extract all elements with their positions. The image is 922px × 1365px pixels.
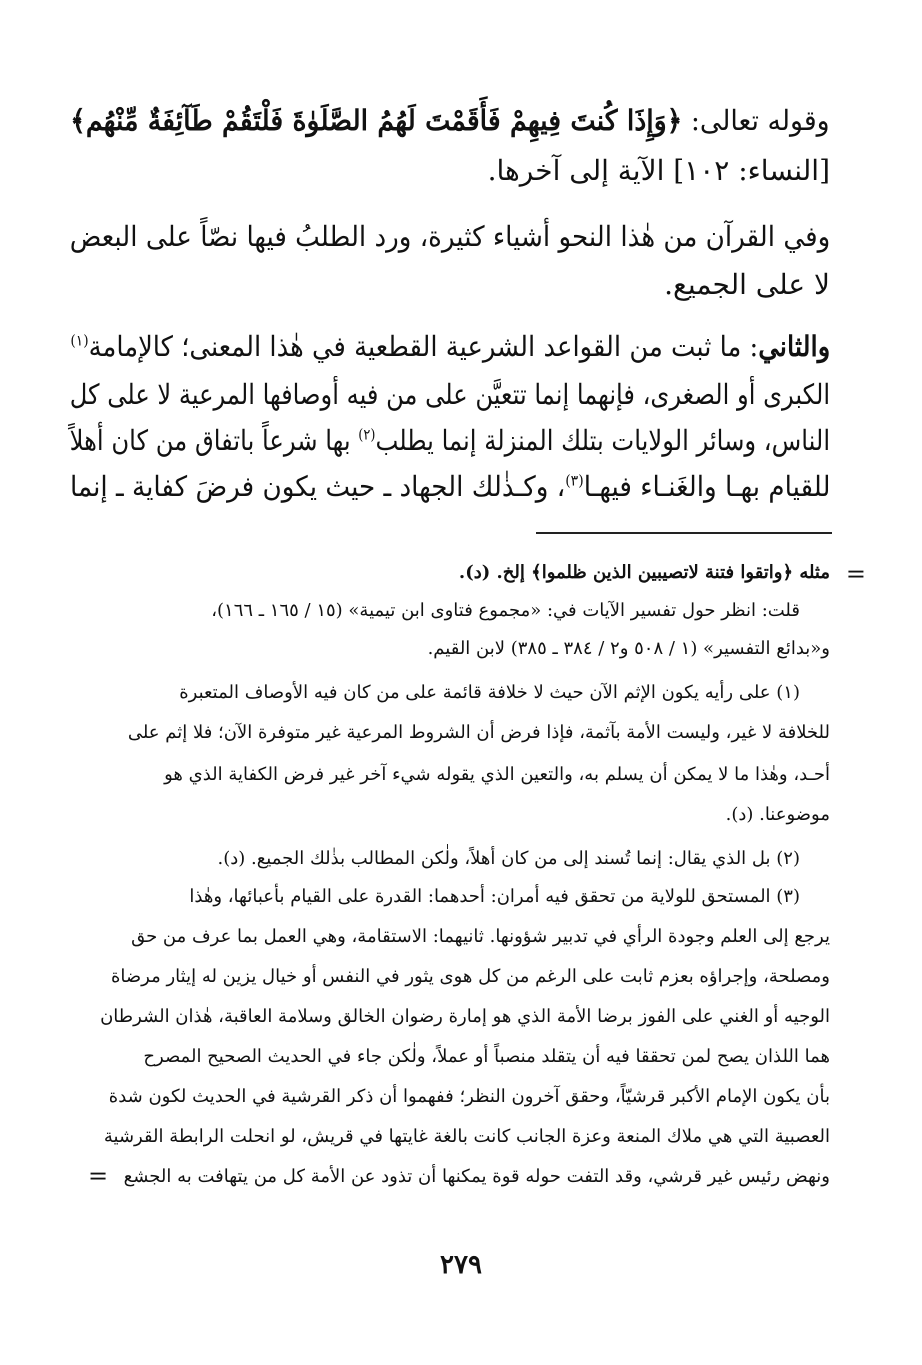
para3-line3-text-b: بها شرعاً باتفاق من كان أهلاً xyxy=(69,424,359,457)
quran-intro-text: وقوله تعالى: xyxy=(682,104,830,137)
footnote-qult-line-2: و«بدائع التفسير» (١ / ٥٠٨ و٢ / ٣٨٤ ـ ٣٨٥) لابن القيم. xyxy=(427,638,830,659)
page-number: ٢٧٩ xyxy=(440,1250,482,1280)
footnote-3-line-8: ونهض رئيس غير قرشي، وقد التفت حوله قوة يمكنها أن تذود عن الأمة كل من يتهافت به الجشع xyxy=(123,1166,830,1187)
main-line-1 xyxy=(71,104,830,137)
section-lead-word: والثاني xyxy=(758,330,830,363)
main-para3-line-4 xyxy=(70,470,830,503)
continuation-marker-bottom: = xyxy=(88,1162,109,1190)
main-para2-line-1: وفي القرآن من هٰذا النحو أشياء كثيرة، ورد الطلبُ فيها نصّاً على البعض xyxy=(69,220,830,253)
para3-line4-text-b: ، وكـذٰلك الجهاد ـ حيث يكون فرضَ كفاية ـ إنما xyxy=(69,470,565,503)
continuation-marker-top: = xyxy=(845,560,866,588)
footnote-separator xyxy=(536,532,832,534)
footnote-ref-2: (٢) xyxy=(358,425,376,444)
footnote-qult-line-1: قلت: انظر حول تفسير الآيات في: «مجموع فتاوى ابن تيمية» (١٥ / ١٦٥ ـ ١٦٦)، xyxy=(211,600,800,621)
footnote-3-line-3: ومصلحة، وإجراؤه بعزم ثابت على الرغم من كل هوى يثور في النفس أو خيال يزين له إيثار مرضاة xyxy=(110,966,830,987)
footnote-1-line-3: أحـد، وهٰذا ما لا يمكن أن يسلم به، والتعين الذي يقوله شيء آخر غير فرض الكفاية الذي هو xyxy=(164,764,830,785)
footnote-ref-1: (١) xyxy=(70,331,89,350)
footnote-1-line-1: (١) على رأيه يكون الإثم الآن حيث لا خلافة قائمة على من كان فيه الأوصاف المتعبرة xyxy=(179,682,800,703)
footnote-1-line-4: موضوعنا. (د). xyxy=(725,804,830,825)
footnote-2-line-1: (٢) بل الذي يقال: إنما تُسند إلى من كان أهلاً، ولٰكن المطالب بذٰلك الجميع. (د). xyxy=(217,848,800,869)
para3-line1-text: : ما ثبت من القواعد الشرعية القطعية في هٰذا المعنى؛ كالإمامة xyxy=(88,330,759,363)
para3-line4-text-a: للقيام بهـا والغَنـاء فيهـا xyxy=(583,470,830,503)
footnote-ref-3: (٣) xyxy=(564,471,584,490)
quran-verse: ﴿وَإِذَا كُنتَ فِيهِمْ فَأَقَمْتَ لَهُمُ الصَّلَوٰةَ فَلْتَقُمْ طَآئِفَةٌ مِّنْهُم﴾ xyxy=(70,104,683,137)
footnote-3-line-5: هما اللذان يصح لمن تحققا فيه أن يتقلد منصباً أو عملاً، ولٰكن جاء في الحديث الصحيح المصرح xyxy=(143,1046,830,1067)
main-para3-line-1 xyxy=(70,330,830,363)
main-para3-line-3 xyxy=(70,424,830,457)
footnote-3-line-7: العصبية التي هي ملاك المنعة وعزة الجانب كانت بالغة غايتها في قريش، لو انحلت الرابطة القرشية xyxy=(103,1126,830,1147)
footnote-1-line-2: للخلافة لا غير، وليست الأمة بآثمة، فإذا فرض أن الشروط المرعية غير متوفرة الآن؛ فلا إثم على xyxy=(127,722,830,743)
para3-line3-text-a: الناس، وسائر الولايات بتلك المنزلة إنما يطلب xyxy=(375,424,830,457)
footnote-3-line-2: يرجع إلى العلم وجودة الرأي في تدبير شؤونها. ثانيهما: الاستقامة، وهي العمل بما عرف من حق xyxy=(131,926,830,947)
main-para3-line-2: الكبرى أو الصغرى، فإنهما إنما تتعيَّن على من فيه أوصافها المرعية لا على كل xyxy=(69,378,830,411)
main-line-2: [النساء: ١٠٢] الآية إلى آخرها. xyxy=(487,154,830,187)
footnote-3-line-1: (٣) المستحق للولاية من تحقق فيه أمران: أحدهما: القدرة على القيام بأعبائها، وهٰذا xyxy=(189,886,800,907)
main-para2-line-2: لا على الجميع. xyxy=(664,268,830,301)
footnote-3-line-4: الوجيه أو الغني على الفوز برضا الأمة الذي هو إمارة رضوان الخالق وسلامة العاقبة، هٰذان الشرطان xyxy=(100,1006,830,1027)
footnote-continuation: مثله ﴿واتقوا فتنة لاتصيبين الذين ظلموا﴾ إلخ. (د). xyxy=(458,562,830,583)
footnote-3-line-6: بأن يكون الإمام الأكبر قرشيّاً، وحقق آخرون النظر؛ ففهموا أن ذكر القرشية في الحديث لكون شدة xyxy=(108,1086,830,1107)
